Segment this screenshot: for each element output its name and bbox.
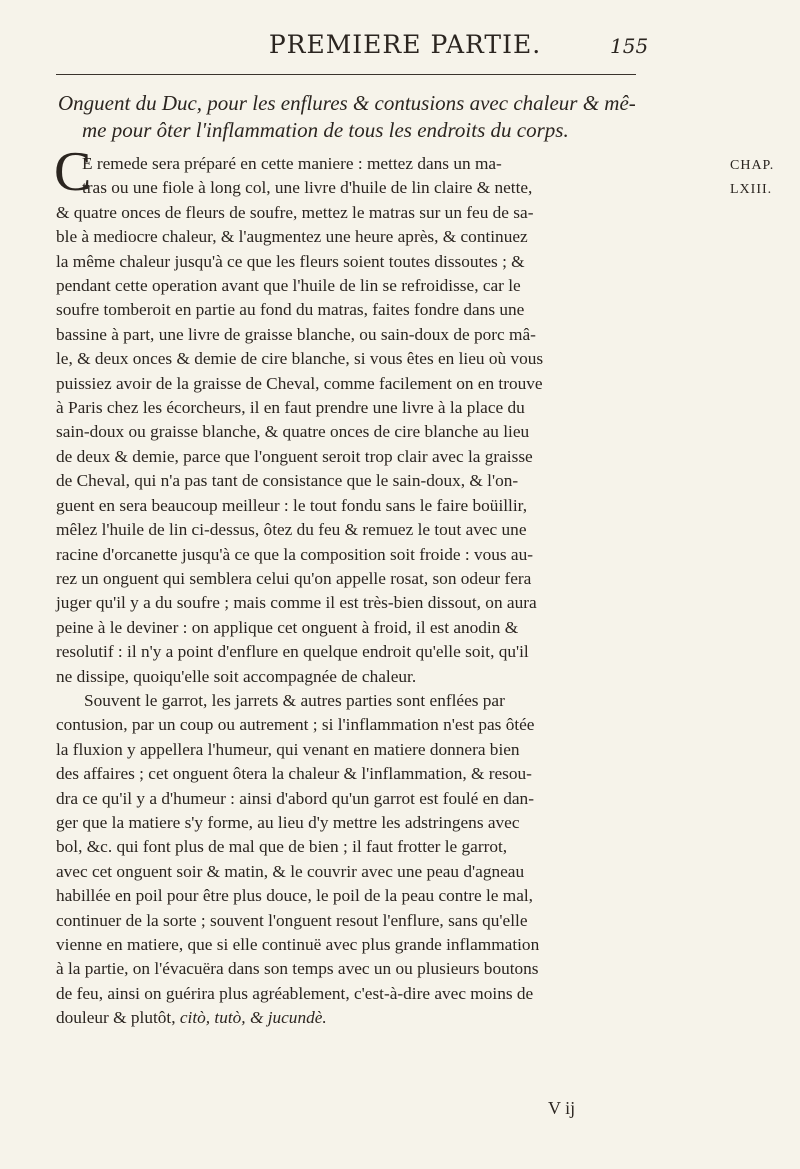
drop-cap: C [54, 141, 92, 203]
last-line-roman: douleur & plutôt, [56, 1008, 176, 1028]
text-line: de deux & demie, parce que l'onguent seroit trop clair avec la graisse [56, 446, 533, 466]
text-line: juger qu'il y a du soufre ; mais comme il est très-bien dissout, on aura [56, 593, 537, 613]
text-line: soufre tomberoit en partie au fond du matras, faites fondre dans une [56, 300, 525, 320]
text-line: sain-doux ou graisse blanche, & quatre onces de cire blanche au lieu [56, 422, 530, 442]
text-line: racine d'orcanette jusqu'à ce que la composition soit froide : vous au- [56, 544, 533, 564]
text-line: peine à le deviner : on applique cet onguent à froid, il est anodin & [56, 617, 519, 637]
text-line: avec cet onguent soir & matin, & le couvrir avec une peau d'agneau [56, 861, 525, 881]
signature-mark: V ij [548, 1098, 576, 1118]
text-line: de Cheval, qui n'a pas tant de consistance que le sain-doux, & l'on- [56, 471, 519, 491]
text-line: à Paris chez les écorcheurs, il en faut prendre une livre à la place du [56, 398, 525, 418]
header-rule [56, 74, 636, 75]
margin-note-line-1: CHAP. [730, 158, 775, 173]
text-line: de feu, ainsi on guérira plus agréablement, c'est-à-dire avec moins de [56, 983, 534, 1003]
latin-phrase: citò, tutò, & jucundè. [179, 1008, 327, 1028]
text-line: le, & deux onces & demie de cire blanche, si vous êtes en lieu où vous [56, 349, 544, 369]
text-line: la fluxion y appellera l'humeur, qui venant en matiere donnera bien [56, 739, 520, 759]
text-line: ger que la matiere s'y forme, au lieu d'y mettre les adstringens avec [56, 812, 520, 832]
text-line: vienne en matiere, que si elle continuë avec plus grande inflammation [56, 935, 540, 954]
text-line: Souvent le garrot, les jarrets & autres parties sont enflées par [84, 690, 505, 710]
section-title [58, 90, 648, 144]
text-line: des affaires ; cet onguent ôtera la chaleur & l'inflammation, & resou- [56, 764, 532, 784]
text-line: habillée en poil pour être plus douce, le poil de la peau contre le mal, [56, 886, 533, 906]
text-line: guent en sera beaucoup meilleur : le tout fondu sans le faire boüillir, [56, 495, 528, 515]
text-line: à la partie, on l'évacuëra dans son temps avec un ou plusieurs boutons [56, 959, 539, 979]
page-number: 155 [610, 34, 649, 58]
body-text [56, 152, 652, 1031]
text-line: contusion, par un coup ou autrement ; si l'inflammation n'est pas ôtée [56, 715, 535, 735]
text-line: bassine à part, une livre de graisse blanche, ou sain-doux de porc mâ- [56, 324, 536, 344]
text-line: rez un onguent qui semblera celui qu'on appelle rosat, son odeur fera [56, 568, 532, 588]
text-line: continuer de la sorte ; souvent l'onguent resout l'enflure, sans qu'elle [56, 910, 528, 930]
margin-note-line-2: LXIII. [730, 182, 773, 197]
running-head: PREMIERE PARTIE. [268, 30, 542, 59]
text-line: ne dissipe, quoiqu'elle soit accompagnée de chaleur. [56, 666, 417, 686]
text-line: E remede sera préparé en cette maniere : mettez dans un ma- [82, 154, 502, 173]
text-line: la même chaleur jusqu'à ce que les fleurs soient toutes dissoutes ; & [56, 251, 525, 271]
title-line-1: Onguent du Duc, pour les enflures & contusions avec chaleur & mê- [58, 91, 636, 115]
title-line-2: me pour ôter l'inflammation de tous les endroits du corps. [82, 118, 569, 142]
text-line: pendant cette operation avant que l'huile de lin se refroidisse, car le [56, 276, 521, 296]
text-line: bol, &c. qui font plus de mal que de bien ; il faut frotter le garrot, [56, 837, 508, 857]
text-line: resolutif : il n'y a point d'enflure en quelque endroit qu'elle soit, qu'il [56, 642, 529, 662]
text-line: mêlez l'huile de lin ci-dessus, ôtez du feu & remuez le tout avec une [56, 520, 527, 540]
text-line: puissiez avoir de la graisse de Cheval, comme facilement on en trouve [56, 373, 543, 393]
text-line: ble à mediocre chaleur, & l'augmentez une heure après, & continuez [56, 227, 528, 247]
text-line: & quatre onces de fleurs de soufre, mettez le matras sur un feu de sa- [56, 202, 534, 222]
text-line: tras ou une fiole à long col, une livre d'huile de lin claire & nette, [82, 178, 533, 198]
text-line: dra ce qu'il y a d'humeur : ainsi d'abord qu'un garrot est foulé en dan- [56, 788, 534, 808]
chapter-margin-note [730, 154, 774, 202]
last-text-line [56, 1006, 652, 1030]
